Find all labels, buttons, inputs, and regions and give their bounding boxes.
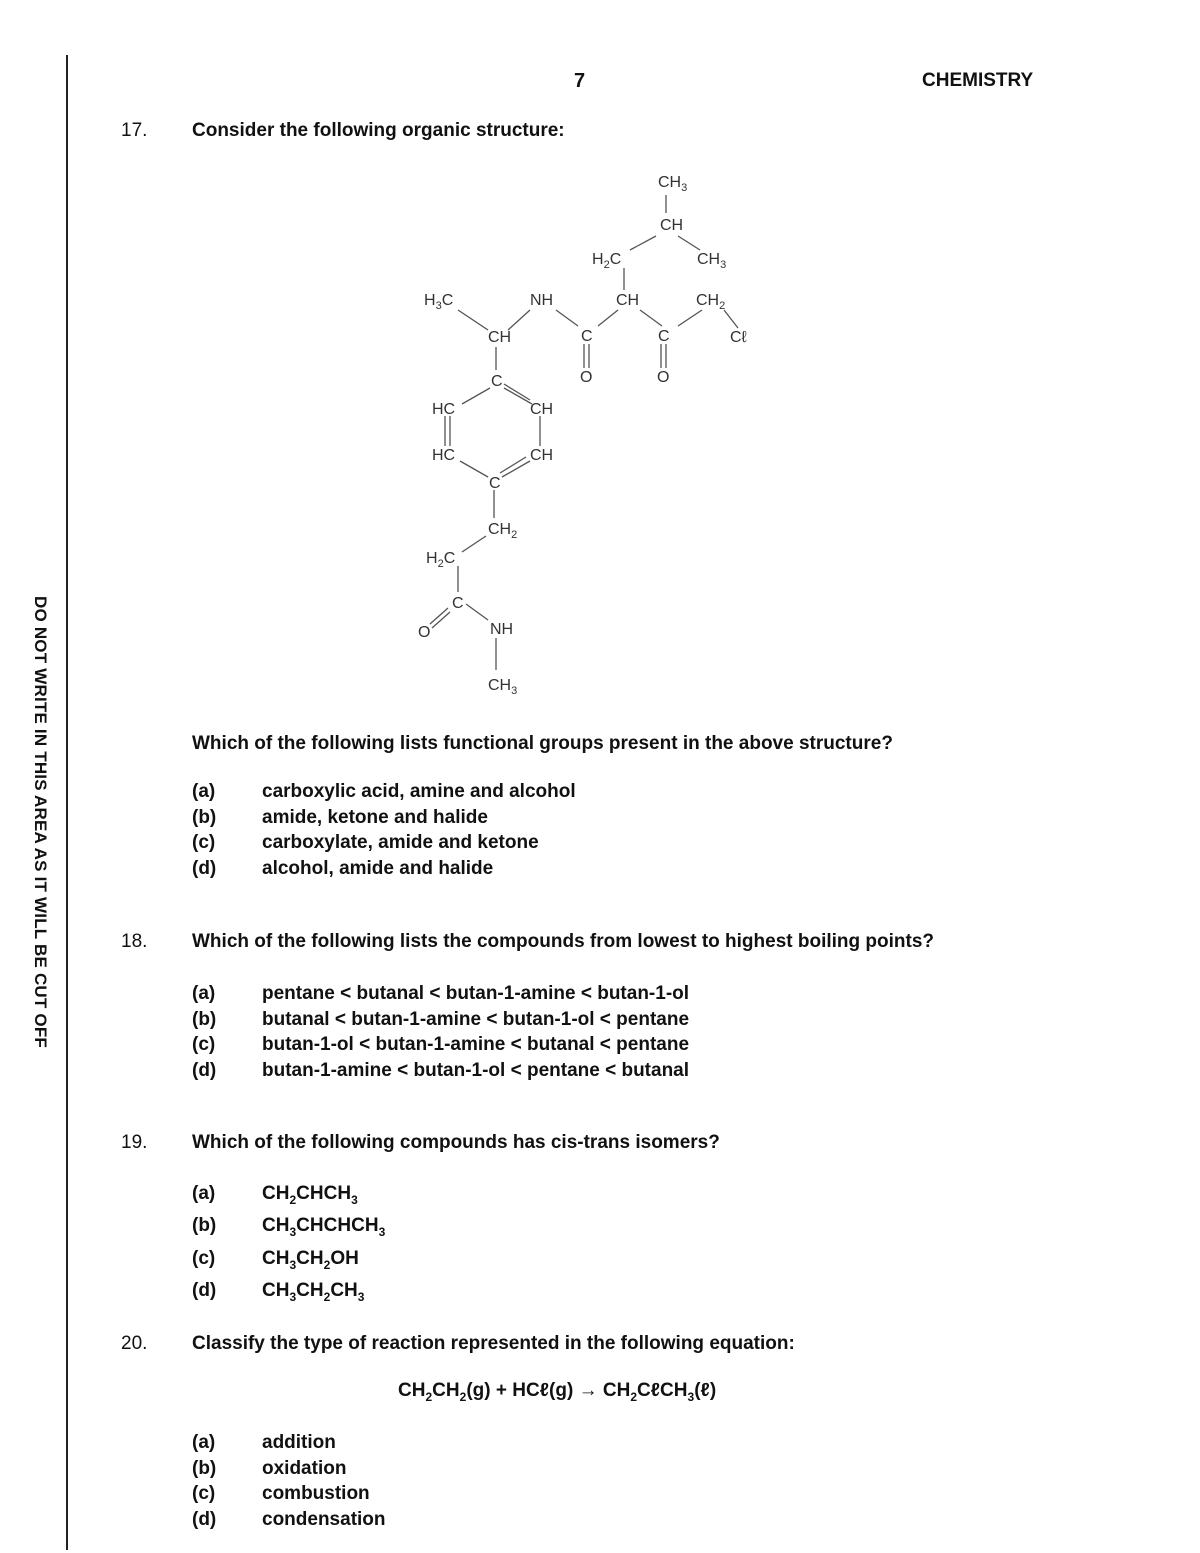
option-18c[interactable]: (c) butan-1-ol < butan-1-amine < butanal < pentane xyxy=(192,1034,690,1055)
option-20a[interactable]: (a) addition xyxy=(192,1432,336,1453)
question-18-options xyxy=(192,981,689,1083)
question-17-number: 17. xyxy=(121,120,148,141)
question-17-stem: Which of the following lists functional groups present in the above structure? xyxy=(192,733,893,754)
atom-ch3-top: $CH_3$ xyxy=(658,174,688,194)
atom-nh-bottom: NH xyxy=(490,621,514,638)
option-18d[interactable]: (d) butan-1-amine < butan-1-ol < pentane < butanal xyxy=(192,1059,690,1081)
option-17d[interactable]: (d) alcohol, amide and halide xyxy=(192,857,494,879)
atom-nh-top: NH xyxy=(530,292,554,309)
question-17-intro: Consider the following organic structure: xyxy=(192,120,565,141)
option-19b[interactable]: (b) $CH_3CHCHCH_3$ xyxy=(192,1215,386,1240)
atom-ch2-chain: $CH_2$ xyxy=(488,521,518,541)
atom-ch-branch: CH xyxy=(660,217,684,234)
atom-h2c-chain: $H_2C$ xyxy=(426,550,456,570)
atom-chlorine: Cℓ xyxy=(730,329,747,346)
organic-structure-diagram xyxy=(0,0,1200,720)
atom-ch-alpha: CH xyxy=(616,292,640,309)
question-17-options xyxy=(192,779,576,881)
option-19d[interactable]: (d) $CH_3CH_2CH_3$ xyxy=(192,1279,365,1304)
atom-h3c: $H_3C$ xyxy=(424,292,454,312)
question-18-stem: Which of the following lists the compounds from lowest to highest boiling points? xyxy=(192,931,935,952)
atom-ch-ring-1: CH xyxy=(530,401,554,418)
question-19-number: 19. xyxy=(121,1132,148,1153)
question-19-options xyxy=(192,1181,385,1310)
atom-ch-ring-2: CH xyxy=(530,447,554,464)
atom-hc-ring-1: HC xyxy=(432,401,456,418)
option-17c[interactable]: (c) carboxylate, amide and ketone xyxy=(192,832,539,853)
subject-heading: CHEMISTRY xyxy=(922,70,1034,91)
reaction-equation: $CH_2CH_2(g)$ + HCℓ(g) → $CH_2C\ell CH_3(\ell)$ xyxy=(398,1380,717,1404)
cut-off-warning: DO NOT WRITE IN THIS AREA AS IT WILL BE CUT OFF xyxy=(31,595,50,1049)
atom-c-ketone: C xyxy=(658,328,670,345)
atom-hc-ring-2: HC xyxy=(432,447,456,464)
option-19c[interactable]: (c) $CH_3CH_2OH$ xyxy=(192,1247,359,1272)
atom-c-ring-bottom: C xyxy=(489,475,501,492)
atom-o-bottom: O xyxy=(418,624,431,641)
question-20-options xyxy=(192,1430,386,1532)
atom-c-bottom: C xyxy=(452,595,464,612)
option-17a[interactable]: (a) carboxylic acid, amine and alcohol xyxy=(192,781,576,802)
atom-ch3-bottom: $CH_3$ xyxy=(488,677,518,697)
atom-c-ring-top: C xyxy=(491,373,503,390)
atom-h2c-branch: $H_2C$ xyxy=(592,251,622,271)
atom-ch-left: CH xyxy=(488,329,512,346)
question-18-number: 18. xyxy=(121,931,148,952)
atom-c-amide: C xyxy=(581,328,593,345)
option-19a[interactable]: (a) $CH_2CHCH_3$ xyxy=(192,1183,358,1207)
option-20d[interactable]: (d) condensation xyxy=(192,1508,386,1530)
question-20-stem: Classify the type of reaction represented in the following equation: xyxy=(192,1333,795,1354)
atom-ch3-right: $CH_3$ xyxy=(697,251,727,271)
option-18a[interactable]: (a) pentane < butanal < butan-1-amine < butan-1-ol xyxy=(192,983,690,1004)
atom-o-ketone: O xyxy=(657,369,670,386)
option-17b[interactable]: (b) amide, ketone and halide xyxy=(192,806,488,828)
question-19-stem: Which of the following compounds has cis-trans isomers? xyxy=(192,1132,720,1153)
page-number: 7 xyxy=(574,70,586,92)
atom-ch2-cl: $CH_2$ xyxy=(696,292,726,312)
option-18b[interactable]: (b) butanal < butan-1-amine < butan-1-ol < pentane xyxy=(192,1008,690,1030)
question-20-number: 20. xyxy=(121,1333,148,1354)
option-20c[interactable]: (c) combustion xyxy=(192,1483,370,1504)
atom-o-amide: O xyxy=(580,369,593,386)
option-20b[interactable]: (b) oxidation xyxy=(192,1457,347,1479)
